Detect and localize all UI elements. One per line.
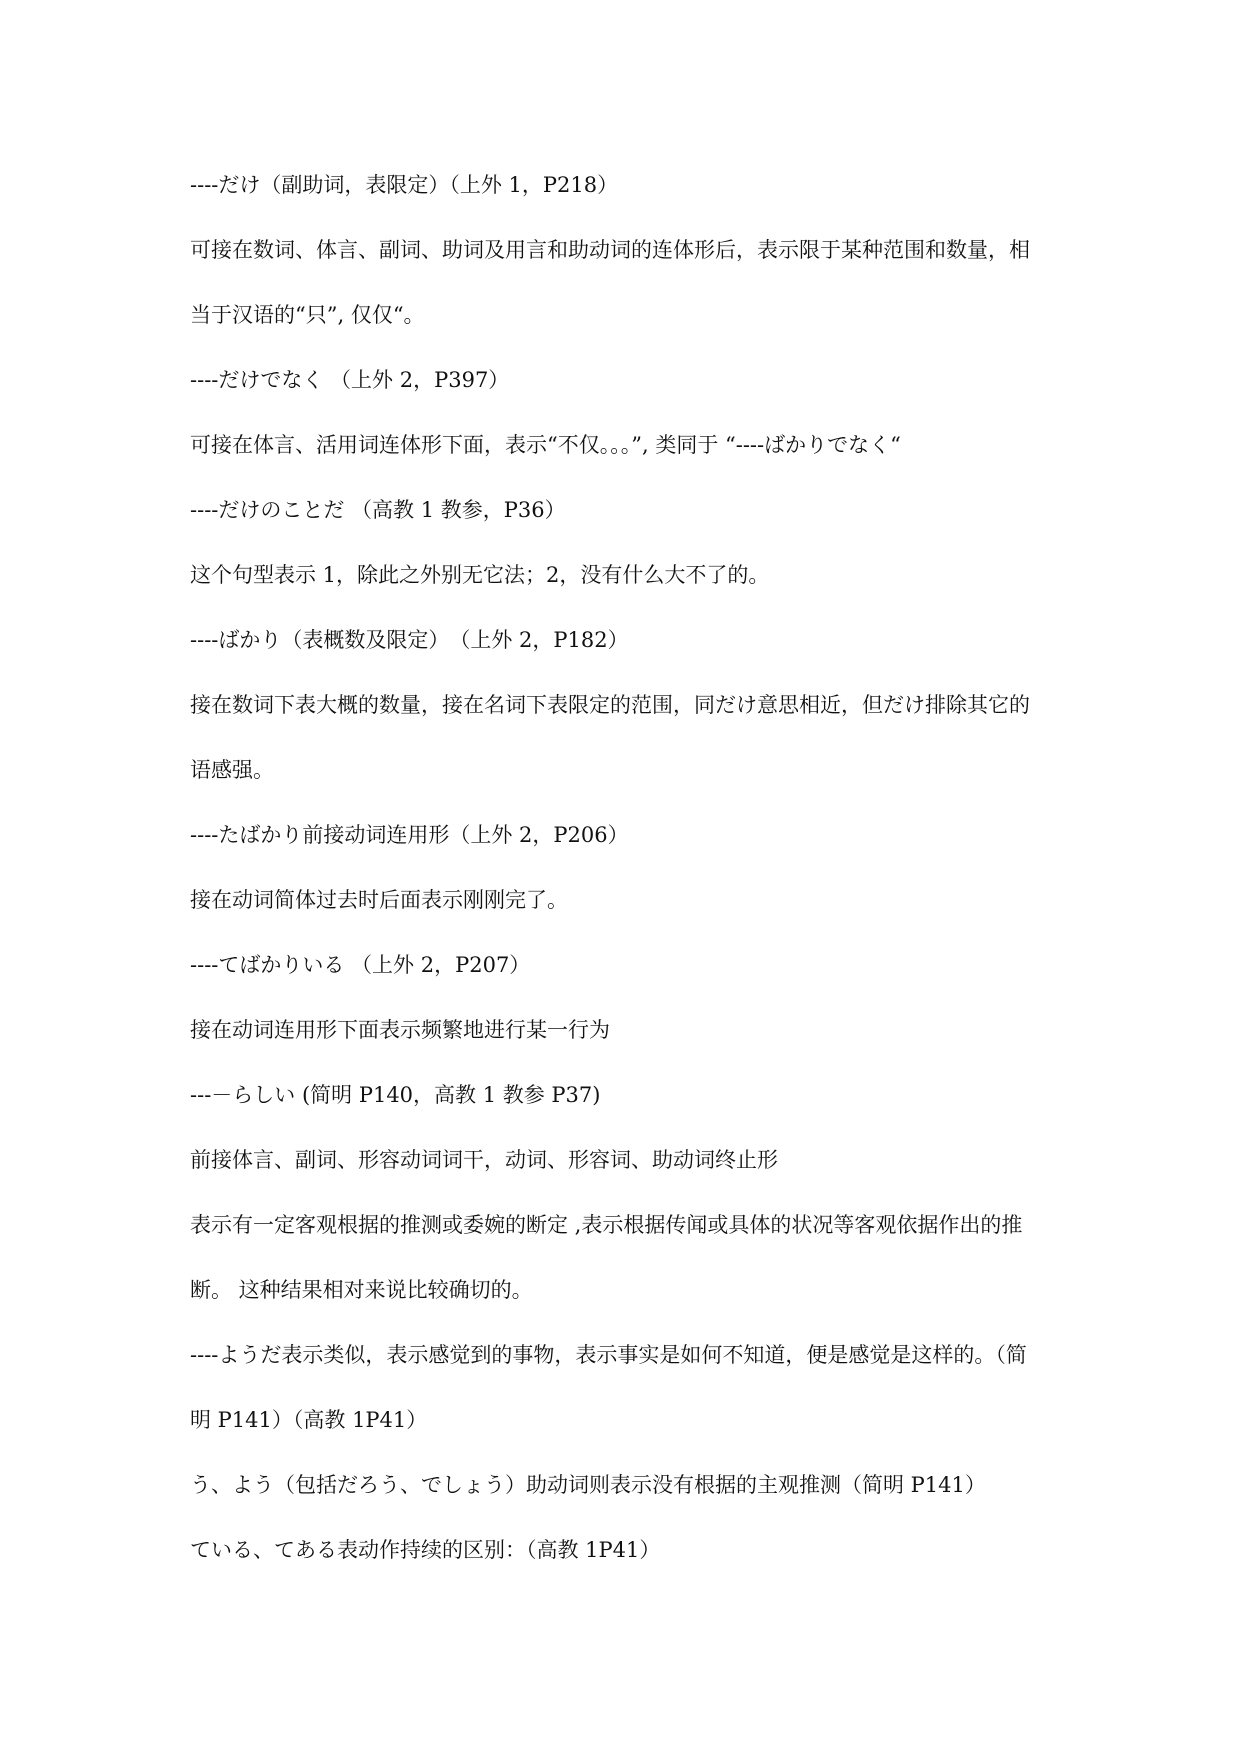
body-line: 断。 这种结果相对来说比较确切的。 — [190, 1278, 533, 1302]
body-line: 明 P141）（高教 1P41） — [190, 1408, 428, 1432]
heading-tebakariiru: ----てばかりいる （上外 2，P207） — [190, 953, 531, 977]
heading-teiru-tearu: ている、てある表动作持续的区别：（高教 1P41） — [190, 1538, 661, 1562]
heading-bakari: ----ばかり（表概数及限定） （上外 2，P182） — [190, 628, 629, 652]
body-line: 语感强。 — [190, 758, 274, 782]
body-line: 可接在数词、体言、副词、助词及用言和助动词的连体形后，表示限于某种范围和数量，相 — [190, 238, 1030, 262]
body-line: 前接体言、副词、形容动词词干，动词、形容词、助动词终止形 — [190, 1148, 778, 1172]
body-line: 可接在体言、活用词连体形下面，表示“不仅。。。”, 类同于 “----ばかりでなく“ — [190, 433, 901, 457]
heading-tabakari: ----たばかり前接动词连用形（上外 2，P206） — [190, 823, 629, 847]
heading-rashii: ---－らしい (简明 P140，高教 1 教参 P37) — [190, 1083, 601, 1107]
body-line: 接在数词下表大概的数量，接在名词下表限定的范围，同だけ意思相近，但だけ排除其它的 — [190, 693, 1030, 717]
body-line: 表示有一定客观根据的推测或委婉的断定 ,表示根据传闻或具体的状况等客观依据作出的推 — [190, 1213, 1023, 1237]
body-line: 当于汉语的“只”, 仅仅“。 — [190, 303, 425, 327]
heading-dakedenaku: ----だけでなく （上外 2，P397） — [190, 368, 510, 392]
body-line: 接在动词连用形下面表示频繁地进行某一行为 — [190, 1018, 610, 1042]
heading-dakenokotoda: ----だけのことだ （高教 1 教参，P36） — [190, 498, 566, 522]
heading-u-you: う、よう（包括だろう、でしょう）助动词则表示没有根据的主观推测（简明 P141） — [190, 1473, 986, 1497]
heading-youda: ----ようだ表示类似，表示感觉到的事物，表示事实是如何不知道，便是感觉是这样的。（简 — [190, 1343, 1027, 1367]
heading-dake: ----だけ（副助词，表限定）（上外 1，P218） — [190, 173, 619, 197]
body-line: 这个句型表示 1，除此之外别无它法；2，没有什么大不了的。 — [190, 563, 770, 587]
body-line: 接在动词简体过去时后面表示刚刚完了。 — [190, 888, 568, 912]
